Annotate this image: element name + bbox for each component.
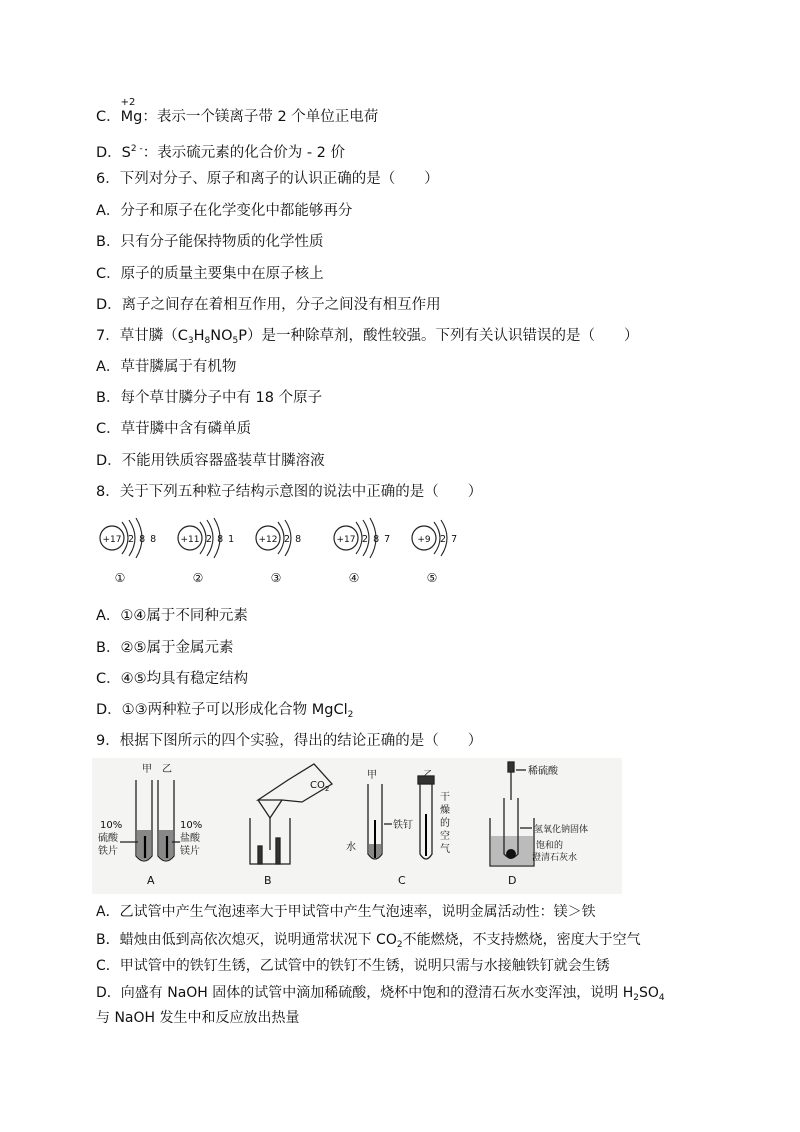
electron-counts: 2 8 7 [362,534,392,545]
fig-d-solid: 氢氧化钠固体 [534,825,589,835]
q7-option-c: C．草苷膦中含有磷单质 [96,421,252,437]
q9-option-d: D．向盛有 NaOH 固体的试管中滴加稀硫酸，烧杯中饱和的澄清石灰水变浑浊，说明 $H_2SO_4$ [96,985,665,1003]
electron-counts: 2 7 [440,534,459,545]
q6-option-a: A．分子和原子在化学变化中都能够再分 [96,203,353,219]
nucleus-charge: +17 [102,535,122,545]
q9-option-b: B．蜡烛由低到高依次熄灭，说明通常状况下 $CO_2$不能燃烧，不支持燃烧，密度大于空气 [96,932,641,950]
q9-option-d-continued: 与 NaOH 发生中和反应放出热量 [96,1010,300,1026]
fig-d-lime-2: 澄清石灰水 [532,853,578,863]
fig-a-left-1: 10% [100,820,123,831]
q8-option-a: A．①④属于不同种元素 [96,608,248,624]
nucleus-charge: +9 [417,535,431,545]
dropper-bulb [508,762,514,772]
mg-symbol: +2 Mg [121,107,143,127]
q6-option-d: D．离子之间存在着相互作用，分子之间没有相互作用 [96,297,441,313]
particle-number: ① [114,571,126,585]
fig-d-caption: D [508,874,517,887]
q8-option-c: C．④⑤均具有稳定结构 [96,671,249,687]
nucleus-charge: +11 [180,535,200,545]
q7-option-b: B．每个草甘膦分子中有 18 个原子 [96,390,323,406]
fig-c-air-5: 气 [440,844,450,855]
fig-c-nail: 铁钉 [393,820,413,831]
tube-c-stopper [418,776,434,784]
fig-c-caption: C [398,874,406,887]
particle-1 [100,518,157,585]
q9-option-c: C．甲试管中的铁钉生锈，乙试管中的铁钉不生锈，说明只需与水接触铁钉就会生锈 [96,958,610,974]
fig-a-yi: 乙 [162,764,172,775]
particle-number: ⑤ [426,571,438,585]
electron-counts: 2 8 1 [206,534,236,545]
fig-b-caption: B [264,874,272,887]
fig-c-water: 水 [346,842,356,853]
electron-counts: 2 8 8 [128,534,158,545]
q6-stem: 6．下列对分子、原子和离子的认识正确的是（ ） [96,171,439,187]
ion-charge: 2 - [130,144,143,154]
q9-stem: 9．根据下图所示的四个实验，得出的结论正确的是（ ） [96,733,483,749]
fig-d-acid: 稀硫酸 [528,766,558,777]
q7-stem: 7．草甘膦$(C_3H_8NO_5P)$是一种除草剂，酸性较强。下列有关认识错误的是（ ） [96,328,639,346]
candle-low [258,846,262,864]
particle-3 [256,520,302,585]
fig-a-left-3: 铁片 [98,846,118,857]
fig-a-left-2: 硫酸 [98,833,118,844]
q5-option-c [96,97,379,127]
fig-a-caption: A [147,874,155,887]
fig-b-gas: $CO_2$ [310,780,330,793]
fig-d-lime-1: 饱和的 [536,841,564,851]
option-label: C． [96,109,121,125]
fig-a-right-1: 10% [180,820,203,831]
experiment-figures [92,758,622,894]
fig-c-air-3: 的 [440,818,450,829]
nucleus-charge: +12 [258,535,278,545]
q6-option-b: B．只有分子能保持物质的化学性质 [96,234,324,250]
fig-c-air-2: 燥 [440,805,450,816]
oxidation-state: +2 [120,97,136,108]
q9-option-a: A．乙试管中产生气泡速率大于甲试管中产生气泡速率，说明金属活动性：镁＞铁 [96,904,596,920]
naoh-solid [506,849,516,859]
fig-c-jia: 甲 [367,770,377,781]
option-text: ：表示硫元素的化合价为 - 2 价 [142,145,346,161]
q6-option-c: C．原子的质量主要集中在原子核上 [96,266,324,282]
particle-number: ④ [348,571,360,585]
q5-option-d [96,139,345,163]
sulfur-symbol: S [121,145,131,161]
fig-a-right-3: 镁片 [180,846,200,857]
particle-2 [178,518,235,585]
nucleus-charge: +17 [336,535,356,545]
fig-c-air-4: 空 [440,831,450,842]
option-label: D． [96,145,122,161]
electron-counts: 2 8 [284,534,303,545]
q8-option-d: D．①③两种粒子可以形成化合物 MgCl$_2$ [96,702,354,720]
particle-number: ③ [270,571,282,585]
q7-option-a: A．草苷膦属于有机物 [96,359,237,375]
particle-number: ② [192,571,204,585]
q8-option-b: B．②⑤属于金属元素 [96,640,234,656]
option-text: ：表示一个镁离子带 2 个单位正电荷 [142,109,379,125]
fig-a-right-2: 盐酸 [180,833,200,844]
particle-5 [412,520,458,585]
q8-stem: 8．关于下列五种粒子结构示意图的说法中正确的是（ ） [96,484,483,500]
fig-a-jia: 甲 [142,764,152,775]
fig-c-air-1: 干 [440,792,450,803]
particle-diagrams [94,506,484,590]
particle-4 [334,518,391,585]
candle-high [276,838,280,864]
q7-option-d: D．不能用铁质容器盛装草甘膦溶液 [96,453,325,469]
